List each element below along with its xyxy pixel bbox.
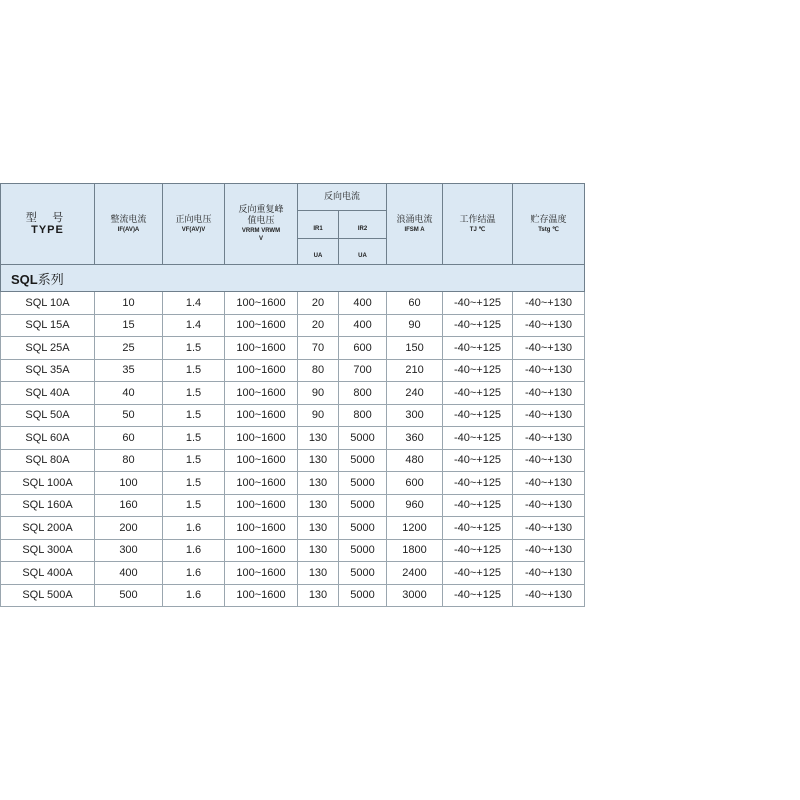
header-ifsm-cn: 浪涌电流 bbox=[396, 214, 433, 225]
cell-vf: 1.5 bbox=[163, 494, 225, 517]
header-tj-cn: 工作结温 bbox=[459, 214, 496, 225]
cell-ir1: 130 bbox=[298, 539, 339, 562]
cell-model: SQL 200A bbox=[1, 517, 95, 540]
header-ir2-unit: UA bbox=[339, 239, 387, 265]
cell-tj: -40~+125 bbox=[443, 314, 513, 337]
cell-tstg: -40~+130 bbox=[513, 517, 585, 540]
cell-vrrm: 100~1600 bbox=[225, 427, 298, 450]
series-prefix: SQL bbox=[11, 271, 38, 287]
header-ifsm bbox=[387, 184, 443, 265]
cell-ir1: 130 bbox=[298, 562, 339, 585]
cell-ifsm: 2400 bbox=[387, 562, 443, 585]
cell-tstg: -40~+130 bbox=[513, 494, 585, 517]
cell-ir2: 800 bbox=[339, 404, 387, 427]
cell-ifsm: 210 bbox=[387, 359, 443, 382]
cell-vrrm: 100~1600 bbox=[225, 539, 298, 562]
cell-ir2: 700 bbox=[339, 359, 387, 382]
header-tstg-en: Tstg ℃ bbox=[538, 226, 559, 233]
header-ir1: IR1 bbox=[298, 211, 339, 239]
cell-vf: 1.5 bbox=[163, 382, 225, 405]
cell-model: SQL 15A bbox=[1, 314, 95, 337]
cell-vf: 1.6 bbox=[163, 517, 225, 540]
cell-ifsm: 150 bbox=[387, 337, 443, 360]
cell-tj: -40~+125 bbox=[443, 539, 513, 562]
cell-vrrm: 100~1600 bbox=[225, 314, 298, 337]
table-row bbox=[1, 539, 585, 562]
cell-model: SQL 160A bbox=[1, 494, 95, 517]
cell-if: 50 bbox=[95, 404, 163, 427]
cell-ir2: 5000 bbox=[339, 539, 387, 562]
cell-if: 400 bbox=[95, 562, 163, 585]
cell-if: 25 bbox=[95, 337, 163, 360]
cell-ir2: 400 bbox=[339, 314, 387, 337]
cell-ir1: 20 bbox=[298, 292, 339, 315]
header-vf bbox=[163, 184, 225, 265]
cell-ir1: 130 bbox=[298, 427, 339, 450]
header-ir1-unit: UA bbox=[298, 239, 339, 265]
cell-vrrm: 100~1600 bbox=[225, 562, 298, 585]
series-cell bbox=[1, 265, 585, 292]
cell-if: 300 bbox=[95, 539, 163, 562]
cell-vf: 1.5 bbox=[163, 427, 225, 450]
series-row bbox=[1, 265, 585, 292]
cell-tstg: -40~+130 bbox=[513, 404, 585, 427]
cell-vrrm: 100~1600 bbox=[225, 472, 298, 495]
cell-vf: 1.5 bbox=[163, 359, 225, 382]
cell-ir1: 130 bbox=[298, 494, 339, 517]
cell-ir2: 5000 bbox=[339, 449, 387, 472]
cell-ir1: 130 bbox=[298, 472, 339, 495]
cell-ifsm: 3000 bbox=[387, 584, 443, 607]
table-row bbox=[1, 382, 585, 405]
header-tj-en: TJ ℃ bbox=[469, 226, 486, 233]
cell-tstg: -40~+130 bbox=[513, 449, 585, 472]
header-vrrm-en1: VRRM VRWM bbox=[241, 228, 281, 234]
cell-model: SQL 500A bbox=[1, 584, 95, 607]
cell-vrrm: 100~1600 bbox=[225, 517, 298, 540]
cell-ir1: 20 bbox=[298, 314, 339, 337]
cell-ir2: 5000 bbox=[339, 517, 387, 540]
cell-ir1: 130 bbox=[298, 449, 339, 472]
cell-ir1: 130 bbox=[298, 517, 339, 540]
cell-tstg: -40~+130 bbox=[513, 337, 585, 360]
cell-ifsm: 1800 bbox=[387, 539, 443, 562]
cell-model: SQL 25A bbox=[1, 337, 95, 360]
header-if-cn: 整流电流 bbox=[110, 214, 147, 225]
cell-ir1: 130 bbox=[298, 584, 339, 607]
cell-vf: 1.5 bbox=[163, 337, 225, 360]
cell-if: 500 bbox=[95, 584, 163, 607]
table-body bbox=[1, 292, 585, 607]
cell-vrrm: 100~1600 bbox=[225, 449, 298, 472]
header-ir bbox=[298, 184, 387, 211]
cell-vrrm: 100~1600 bbox=[225, 382, 298, 405]
cell-vf: 1.6 bbox=[163, 584, 225, 607]
cell-ir2: 600 bbox=[339, 337, 387, 360]
cell-model: SQL 40A bbox=[1, 382, 95, 405]
table-row bbox=[1, 472, 585, 495]
cell-vrrm: 100~1600 bbox=[225, 584, 298, 607]
cell-tstg: -40~+130 bbox=[513, 382, 585, 405]
cell-if: 40 bbox=[95, 382, 163, 405]
header-type-cn: 型 号 bbox=[25, 211, 70, 224]
cell-ir2: 400 bbox=[339, 292, 387, 315]
cell-model: SQL 50A bbox=[1, 404, 95, 427]
cell-tj: -40~+125 bbox=[443, 472, 513, 495]
cell-tj: -40~+125 bbox=[443, 449, 513, 472]
cell-tj: -40~+125 bbox=[443, 562, 513, 585]
table-row bbox=[1, 584, 585, 607]
cell-vf: 1.4 bbox=[163, 292, 225, 315]
header-vrrm bbox=[225, 184, 298, 265]
table-header bbox=[1, 184, 585, 265]
header-if-en: IF(AV)A bbox=[117, 226, 140, 233]
series-label bbox=[1, 273, 64, 288]
cell-ir2: 5000 bbox=[339, 472, 387, 495]
cell-tstg: -40~+130 bbox=[513, 359, 585, 382]
cell-ir1: 80 bbox=[298, 359, 339, 382]
cell-tstg: -40~+130 bbox=[513, 292, 585, 315]
cell-model: SQL 35A bbox=[1, 359, 95, 382]
cell-ifsm: 60 bbox=[387, 292, 443, 315]
cell-ifsm: 360 bbox=[387, 427, 443, 450]
cell-tstg: -40~+130 bbox=[513, 562, 585, 585]
cell-ir1: 70 bbox=[298, 337, 339, 360]
table-row bbox=[1, 359, 585, 382]
table-row bbox=[1, 449, 585, 472]
cell-vrrm: 100~1600 bbox=[225, 494, 298, 517]
cell-tstg: -40~+130 bbox=[513, 584, 585, 607]
cell-ifsm: 600 bbox=[387, 472, 443, 495]
cell-if: 80 bbox=[95, 449, 163, 472]
cell-tj: -40~+125 bbox=[443, 494, 513, 517]
table-row bbox=[1, 517, 585, 540]
cell-tj: -40~+125 bbox=[443, 404, 513, 427]
cell-tstg: -40~+130 bbox=[513, 472, 585, 495]
header-type-en: TYPE bbox=[31, 224, 64, 236]
cell-ifsm: 480 bbox=[387, 449, 443, 472]
table-row bbox=[1, 292, 585, 315]
cell-model: SQL 300A bbox=[1, 539, 95, 562]
cell-tj: -40~+125 bbox=[443, 292, 513, 315]
cell-tj: -40~+125 bbox=[443, 517, 513, 540]
cell-model: SQL 10A bbox=[1, 292, 95, 315]
header-type bbox=[1, 184, 95, 265]
cell-tstg: -40~+130 bbox=[513, 539, 585, 562]
cell-vrrm: 100~1600 bbox=[225, 337, 298, 360]
header-ifsm-en: IFSM A bbox=[404, 226, 425, 233]
cell-if: 200 bbox=[95, 517, 163, 540]
cell-ifsm: 240 bbox=[387, 382, 443, 405]
cell-tj: -40~+125 bbox=[443, 337, 513, 360]
header-ir2: IR2 bbox=[339, 211, 387, 239]
cell-ifsm: 300 bbox=[387, 404, 443, 427]
header-tstg bbox=[513, 184, 585, 265]
cell-if: 100 bbox=[95, 472, 163, 495]
cell-tstg: -40~+130 bbox=[513, 314, 585, 337]
cell-tj: -40~+125 bbox=[443, 427, 513, 450]
cell-if: 15 bbox=[95, 314, 163, 337]
cell-model: SQL 80A bbox=[1, 449, 95, 472]
table-row bbox=[1, 494, 585, 517]
header-vrrm-cn1: 反向重复峰 bbox=[238, 205, 284, 215]
cell-if: 10 bbox=[95, 292, 163, 315]
cell-vf: 1.5 bbox=[163, 472, 225, 495]
table-row bbox=[1, 314, 585, 337]
cell-ifsm: 960 bbox=[387, 494, 443, 517]
cell-ir2: 800 bbox=[339, 382, 387, 405]
cell-ir2: 5000 bbox=[339, 584, 387, 607]
cell-vrrm: 100~1600 bbox=[225, 292, 298, 315]
cell-ir2: 5000 bbox=[339, 562, 387, 585]
cell-vf: 1.6 bbox=[163, 562, 225, 585]
table-row bbox=[1, 427, 585, 450]
table-row bbox=[1, 404, 585, 427]
cell-ir2: 5000 bbox=[339, 427, 387, 450]
cell-vf: 1.6 bbox=[163, 539, 225, 562]
header-vf-en: VF(AV)V bbox=[181, 226, 206, 233]
header-vrrm-cn2: 值电压 bbox=[247, 216, 275, 226]
header-tj bbox=[443, 184, 513, 265]
cell-vf: 1.5 bbox=[163, 449, 225, 472]
cell-tj: -40~+125 bbox=[443, 382, 513, 405]
cell-if: 35 bbox=[95, 359, 163, 382]
cell-vrrm: 100~1600 bbox=[225, 404, 298, 427]
header-ir-cn: 反向电流 bbox=[324, 191, 361, 202]
cell-model: SQL 60A bbox=[1, 427, 95, 450]
cell-if: 60 bbox=[95, 427, 163, 450]
cell-ifsm: 90 bbox=[387, 314, 443, 337]
cell-vf: 1.5 bbox=[163, 404, 225, 427]
header-if bbox=[95, 184, 163, 265]
series-suffix: 系列 bbox=[37, 272, 64, 288]
cell-vrrm: 100~1600 bbox=[225, 359, 298, 382]
header-vrrm-en2: V bbox=[258, 236, 263, 242]
cell-model: SQL 400A bbox=[1, 562, 95, 585]
spec-table bbox=[0, 183, 585, 607]
cell-ir2: 5000 bbox=[339, 494, 387, 517]
cell-ir1: 90 bbox=[298, 404, 339, 427]
cell-tj: -40~+125 bbox=[443, 584, 513, 607]
cell-tj: -40~+125 bbox=[443, 359, 513, 382]
cell-tstg: -40~+130 bbox=[513, 427, 585, 450]
header-tstg-cn: 贮存温度 bbox=[530, 214, 567, 225]
cell-ir1: 90 bbox=[298, 382, 339, 405]
header-vf-cn: 正向电压 bbox=[175, 214, 212, 225]
cell-if: 160 bbox=[95, 494, 163, 517]
cell-ifsm: 1200 bbox=[387, 517, 443, 540]
table-row bbox=[1, 562, 585, 585]
table-row bbox=[1, 337, 585, 360]
cell-model: SQL 100A bbox=[1, 472, 95, 495]
cell-vf: 1.4 bbox=[163, 314, 225, 337]
